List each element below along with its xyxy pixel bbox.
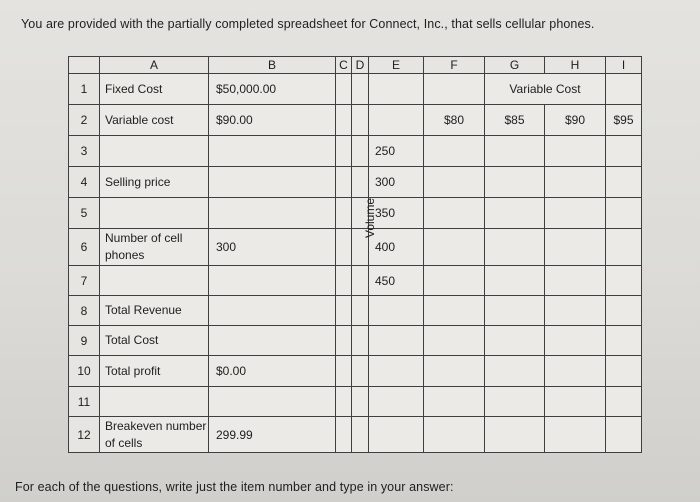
- cell[interactable]: [424, 417, 485, 453]
- cell[interactable]: [545, 387, 606, 417]
- cell[interactable]: [424, 74, 485, 105]
- cell[interactable]: [485, 136, 545, 167]
- cell[interactable]: [545, 136, 606, 167]
- row-number[interactable]: 4: [69, 167, 100, 198]
- column-header-c[interactable]: C: [336, 57, 352, 74]
- row-number[interactable]: 5: [69, 198, 100, 229]
- cell[interactable]: [352, 266, 369, 296]
- cell[interactable]: [352, 356, 369, 387]
- cell[interactable]: [606, 296, 642, 326]
- column-header-e[interactable]: E: [369, 57, 424, 74]
- volume-label-text: Volume: [363, 197, 377, 239]
- cell[interactable]: [209, 387, 336, 417]
- column-header-row: [69, 57, 642, 74]
- volume-value[interactable]: 450: [369, 266, 424, 296]
- variable-cost-option-f[interactable]: $80: [424, 105, 485, 136]
- cell[interactable]: [336, 387, 352, 417]
- corner-cell: [69, 57, 100, 74]
- table-row: [69, 326, 642, 356]
- cell[interactable]: [352, 105, 369, 136]
- cell[interactable]: [545, 326, 606, 356]
- row-number[interactable]: 12: [69, 417, 100, 453]
- cell[interactable]: [100, 266, 209, 296]
- cell[interactable]: [545, 356, 606, 387]
- spreadsheet-table: [68, 56, 642, 453]
- cell[interactable]: [369, 417, 424, 453]
- table-row: [69, 266, 642, 296]
- cell[interactable]: [545, 167, 606, 198]
- cell[interactable]: [352, 74, 369, 105]
- cell[interactable]: [424, 198, 485, 229]
- cell[interactable]: [424, 229, 485, 266]
- table-row: [69, 356, 642, 387]
- total-profit-value[interactable]: $0.00: [209, 356, 336, 387]
- cell[interactable]: [336, 229, 352, 266]
- cell[interactable]: [336, 74, 352, 105]
- fixed-cost-value[interactable]: $50,000.00: [209, 74, 336, 105]
- cell[interactable]: [336, 105, 352, 136]
- cell[interactable]: [485, 356, 545, 387]
- cell[interactable]: [352, 326, 369, 356]
- volume-value[interactable]: 350: [369, 198, 424, 229]
- cell[interactable]: [545, 229, 606, 266]
- row-number[interactable]: 1: [69, 74, 100, 105]
- cell[interactable]: [606, 326, 642, 356]
- volume-value[interactable]: 400: [369, 229, 424, 266]
- cell[interactable]: [545, 198, 606, 229]
- cell[interactable]: [336, 167, 352, 198]
- cell[interactable]: [606, 198, 642, 229]
- cell[interactable]: [606, 387, 642, 417]
- row-number[interactable]: 2: [69, 105, 100, 136]
- selling-price-value[interactable]: [209, 167, 336, 198]
- cell[interactable]: [352, 417, 369, 453]
- cell[interactable]: [424, 136, 485, 167]
- cell[interactable]: [485, 296, 545, 326]
- cell[interactable]: [606, 417, 642, 453]
- variable-cost-header[interactable]: Variable Cost: [485, 74, 606, 105]
- row-number[interactable]: 10: [69, 356, 100, 387]
- cell[interactable]: [606, 266, 642, 296]
- cell[interactable]: [336, 198, 352, 229]
- outro-text: For each of the questions, write just the item number and type in your answer:: [15, 480, 454, 494]
- cell[interactable]: [545, 266, 606, 296]
- cell[interactable]: [485, 198, 545, 229]
- cell[interactable]: [369, 105, 424, 136]
- cell[interactable]: [424, 167, 485, 198]
- column-header-d[interactable]: D: [352, 57, 369, 74]
- fixed-cost-label[interactable]: Fixed Cost: [100, 74, 209, 105]
- cell[interactable]: [606, 229, 642, 266]
- cell[interactable]: [424, 387, 485, 417]
- cell[interactable]: [336, 326, 352, 356]
- column-header-i[interactable]: I: [606, 57, 642, 74]
- cell[interactable]: [545, 296, 606, 326]
- row-number[interactable]: 6: [69, 229, 100, 266]
- total-cost-label[interactable]: Total Cost: [100, 326, 209, 356]
- row-number[interactable]: 9: [69, 326, 100, 356]
- cell[interactable]: [336, 356, 352, 387]
- cell[interactable]: [352, 387, 369, 417]
- total-cost-value[interactable]: [209, 326, 336, 356]
- breakeven-label[interactable]: Breakeven number of cells: [100, 417, 209, 453]
- intro-text: You are provided with the partially completed spreadsheet for Connect, Inc., that sells cellular phones.: [21, 17, 595, 31]
- cell[interactable]: [485, 266, 545, 296]
- cell[interactable]: [485, 167, 545, 198]
- column-header-h[interactable]: H: [545, 57, 606, 74]
- total-profit-label[interactable]: Total profit: [100, 356, 209, 387]
- cell[interactable]: [369, 326, 424, 356]
- cell[interactable]: [424, 296, 485, 326]
- cell[interactable]: [369, 296, 424, 326]
- column-header-b[interactable]: B: [209, 57, 336, 74]
- cell[interactable]: [369, 387, 424, 417]
- column-header-a[interactable]: A: [100, 57, 209, 74]
- cell[interactable]: [606, 356, 642, 387]
- table-row: [69, 417, 642, 453]
- cell[interactable]: [485, 229, 545, 266]
- cell[interactable]: [209, 266, 336, 296]
- cell[interactable]: [485, 326, 545, 356]
- table-row: [69, 74, 642, 105]
- selling-price-label[interactable]: Selling price: [100, 167, 209, 198]
- cell[interactable]: [352, 296, 369, 326]
- cell[interactable]: [100, 136, 209, 167]
- cell[interactable]: [424, 326, 485, 356]
- cell[interactable]: [100, 387, 209, 417]
- variable-cost-label[interactable]: Variable cost: [100, 105, 209, 136]
- number-of-cell-phones-label[interactable]: Number of cell phones: [100, 229, 209, 266]
- volume-label: [355, 186, 385, 250]
- cell[interactable]: [485, 417, 545, 453]
- variable-cost-option-g[interactable]: $85: [485, 105, 545, 136]
- cell[interactable]: [485, 387, 545, 417]
- table-row: [69, 136, 642, 167]
- cell[interactable]: [336, 417, 352, 453]
- column-header-g[interactable]: G: [485, 57, 545, 74]
- variable-cost-option-h[interactable]: $90: [545, 105, 606, 136]
- row-number[interactable]: 8: [69, 296, 100, 326]
- column-header-f[interactable]: F: [424, 57, 485, 74]
- total-revenue-value[interactable]: [209, 296, 336, 326]
- row-number[interactable]: 11: [69, 387, 100, 417]
- total-revenue-label[interactable]: Total Revenue: [100, 296, 209, 326]
- row-number[interactable]: 7: [69, 266, 100, 296]
- cell[interactable]: [336, 296, 352, 326]
- cell[interactable]: [424, 356, 485, 387]
- cell[interactable]: [100, 198, 209, 229]
- cell[interactable]: [209, 198, 336, 229]
- table-row: [69, 296, 642, 326]
- volume-value[interactable]: 300: [369, 167, 424, 198]
- cell[interactable]: [369, 356, 424, 387]
- cell[interactable]: [369, 74, 424, 105]
- breakeven-value[interactable]: 299.99: [209, 417, 336, 453]
- cell[interactable]: [336, 266, 352, 296]
- cell[interactable]: [606, 74, 642, 105]
- variable-cost-option-i[interactable]: $95: [606, 105, 642, 136]
- table-row: [69, 105, 642, 136]
- cell[interactable]: [606, 167, 642, 198]
- cell[interactable]: [336, 136, 352, 167]
- cell[interactable]: [209, 136, 336, 167]
- cell[interactable]: [606, 136, 642, 167]
- number-of-cell-phones-value[interactable]: 300: [209, 229, 336, 266]
- row-number[interactable]: 3: [69, 136, 100, 167]
- cell[interactable]: [352, 136, 369, 167]
- variable-cost-value[interactable]: $90.00: [209, 105, 336, 136]
- volume-value[interactable]: 250: [369, 136, 424, 167]
- table-row: [69, 387, 642, 417]
- cell[interactable]: [424, 266, 485, 296]
- cell[interactable]: [545, 417, 606, 453]
